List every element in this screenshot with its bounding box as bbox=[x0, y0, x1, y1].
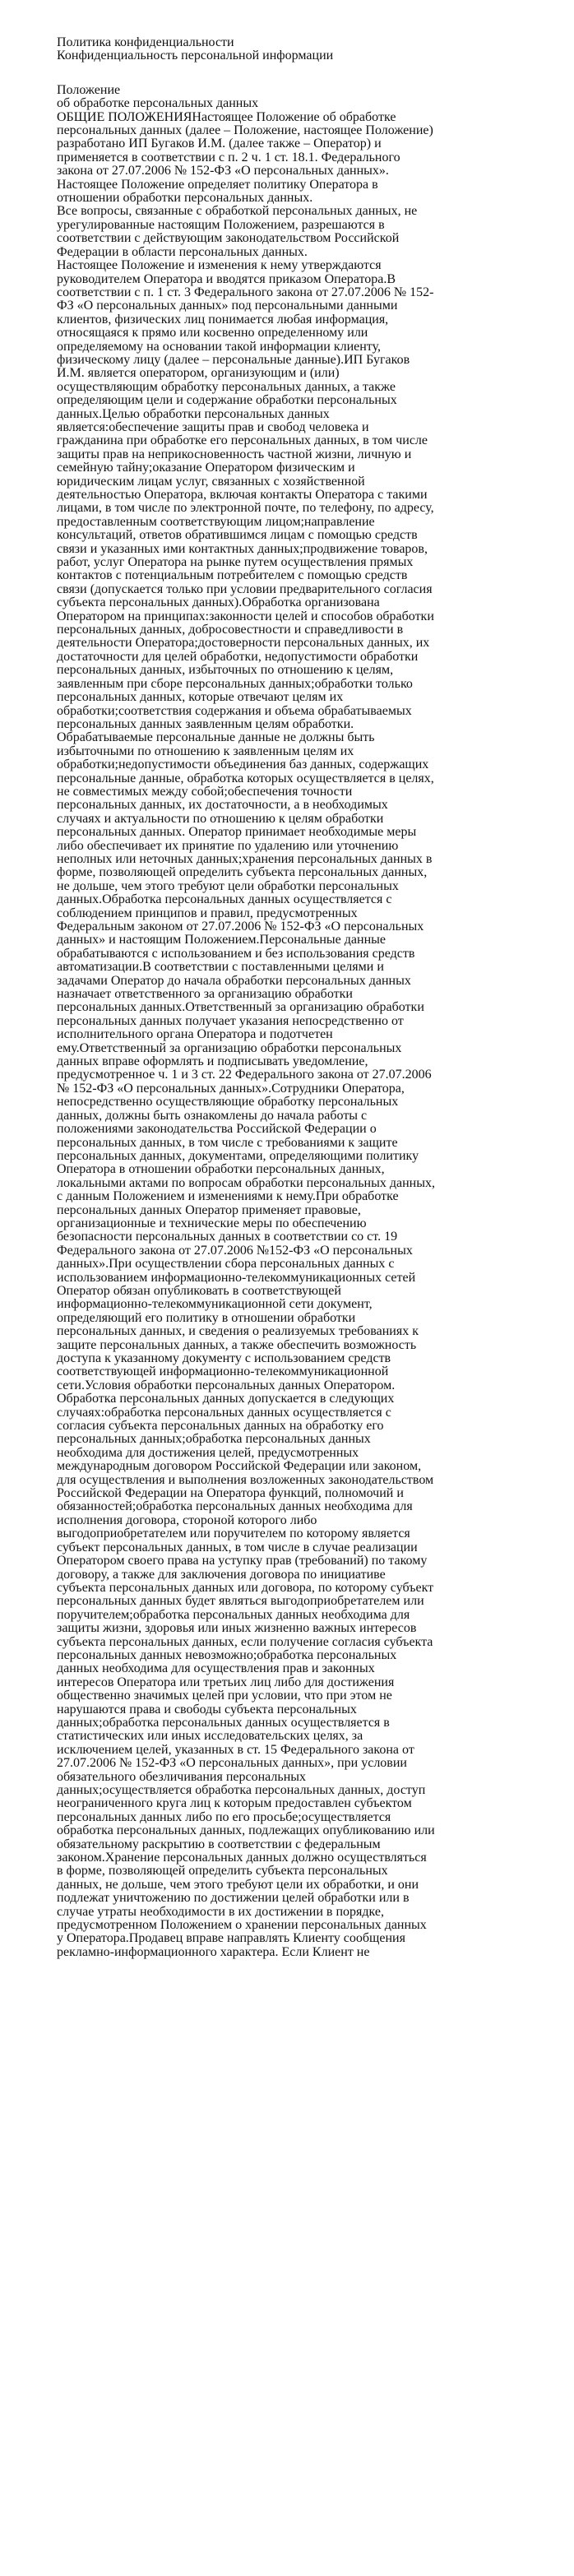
paragraph-main-body: Настоящее Положение и изменения к нему утверждаются руководителем Оператора и вводятся приказом Оператора.В соответствии с п. 1 ст. 3 Федерального закона от 27.07.2006 № 152-ФЗ «О персональных данных» под персональными данными клиентов, физических лиц понимается любая информация, относящаяся к прямо или косвенно определенному или определяемому на основании такой информации клиенту, физическому лицу (далее – персональные данные).ИП Бугаков И.М. является оператором, организующим и (или) осуществляющим обработку персональных данных, а также определяющим цели и содержание обработки персональных данных.Целью обработки персональных данных является:обеспечение защиты прав и свобод человека и гражданина при обработке его персональных данных, в том числе защиты прав на неприкосновенность частной жизни, личную и семейную тайну;оказание Оператором физическим и юридическим лицам услуг, связанных с хозяйственной деятельностью Оператора, включая контакты Оператора с такими лицами, в том числе по электронной почте, по телефону, по адресу, предоставленным соответствующим лицом;направление консультаций, ответов обратившимся лицам с помощью средств связи и указанных ими контактных данных;продвижение товаров, работ, услуг Оператора на рынке путем осуществления прямых контактов с потенциальным потребителем с помощью средств связи (допускается только при условии предварительного согласия субъекта персональных данных).Обработка организована Оператором на принципах:законности целей и способов обработки персональных данных, добросовестности и справедливости в деятельности Оператора;достоверности персональных данных, их достаточности для целей обработки, недопустимости обработки персональных данных, избыточных по отношению к целям, заявленным при сборе персональных данных;обработки только персональных данных, которые отвечают целям их обработки;соответствия содержания и объема обрабатываемых персональных данных заявленным целям обработки. Обрабатываемые персональные данные не должны быть избыточными по отношению к заявленным целям их обработки;недопустимости объединения баз данных, содержащих персональные данные, обработка которых осуществляется в целях, не совместимых между собой;обеспечения точности персональных данных, их достаточности, а в необходимых случаях и актуальности по отношению к целям обработки персональных данных. Оператор принимает необходимые меры либо обеспечивает их принятие по удалению или уточнению неполных или неточных данных;хранения персональных данных в форме, позволяющей определить субъекта персональных данных, не дольше, чем этого требуют цели обработки персональных данных.Обработка персональных данных осуществляется с соблюдением принципов и правил, предусмотренных Федеральным законом от 27.07.2006 № 152-ФЗ «О персональных данных» и настоящим Положением.Персональные данные обрабатываются с использованием и без использования средств автоматизации.В соответствии с поставленными целями и задачами Оператор до начала обработки персональных данных назначает ответственного за организацию обработки персональных данных.Ответственный за организацию обработки персональных данных получает указания непосредственно от исполнительного органа Оператора и подотчетен ему.Ответственный за организацию обработки персональных данных вправе оформлять и подписывать уведомление, предусмотренное ч. 1 и 3 ст. 22 Федерального закона от 27.07.2006 № 152-ФЗ «О персональных данных».Сотрудники Оператора, непосредственно осуществляющие обработку персональных данных, должны быть ознакомлены до начала работы с положениями законодательства Российской Федерации о персональных данных, в том числе с требованиями к защите персональных данных, документами, определяющими политику Оператора в отношении обработки персональных данных, локальными актами по вопросам обработки персональных данных, с данным Положением и изменениями к нему.При обработке персональных данных Оператор применяет правовые, организационные и технические меры по обеспечению безопасности персональных данных в соответствии со ст. 19 Федерального закона от 27.07.2006 №152-ФЗ «О персональных данных».При осуществлении сбора персональных данных с использованием информационно-телекоммуникационных сетей Оператор обязан опубликовать в соответствующей информационно-телекоммуникационной сети документ, определяющий его политику в отношении обработки персональных данных, и сведения о реализуемых требованиях к защите персональных данных, а также обеспечить возможность доступа к указанному документу с использованием средств соответствующей информационно-телекоммуникационной сети.Условия обработки персональных данных Оператором. Обработка персональных данных допускается в следующих случаях:обработка персональных данных осуществляется с согласия субъекта персональных данных на обработку его персональных данных;обработка персональных данных необходима для достижения целей, предусмотренных международным договором Российской Федерации или законом, для осуществления и выполнения возложенных законодательством Российской Федерации на Оператора функций, полномочий и обязанностей;обработка персональных данных необходима для исполнения договора, стороной которого либо выгодоприобретателем или поручителем по которому является субъект персональных данных, в том числе в случае реализации Оператором своего права на уступку прав (требований) по такому договору, а также для заключения договора по инициативе субъекта персональных данных или договора, по которому субъект персональных данных будет являться выгодоприобретателем или поручителем;обработка персональных данных необходима для защиты жизни, здоровья или иных жизненно важных интересов субъекта персональных данных, если получение согласия субъекта персональных данных невозможно;обработка персональных данных необходима для осуществления прав и законных интересов Оператора или третьих лиц либо для достижения общественно значимых целей при условии, что при этом не нарушаются права и свободы субъекта персональных данных;обработка персональных данных осуществляется в статистических или иных исследовательских целях, за исключением целей, указанных в ст. 15 Федерального закона от 27.07.2006 № 152-ФЗ «О персональных данных», при условии обязательного обезличивания персональных данных;осуществляется обработка персональных данных, доступ неограниченного круга лиц к которым предоставлен субъектом персональных данных либо по его просьбе;осуществляется обработка персональных данных, подлежащих опубликованию или обязательному раскрытию в соответствии с федеральным законом.Хранение персональных данных должно осуществляться в форме, позволяющей определить субъекта персональных данных, не дольше, чем этого требуют цели их обработки, и они подлежат уничтожению по достижении целей обработки или в случае утраты необходимости в их достижении в порядке, предусмотренном Положением о хранении персональных данных у Оператора.Продавец вправе направлять Клиенту сообщения рекламно-информационного характера. Если Клиент не bbox=[57, 258, 435, 1959]
document-heading: Положение bbox=[57, 82, 121, 97]
page-title: Политика конфиденциальности bbox=[57, 35, 234, 49]
spacer bbox=[57, 63, 435, 84]
paragraph-general-provisions: ОБЩИЕ ПОЛОЖЕНИЯНастоящее Положение об обработке персональных данных (далее – Положение, настоящее Положение) разработано ИП Бугаков И.М. (далее также – Оператор) и применяется в соответствии с п. 2 ч. 1 ст. 18.1. Федерального закона от 27.07.2006 № 152-ФЗ «О персональных данных». bbox=[57, 109, 433, 178]
document-subheading: об обработке персональных данных bbox=[57, 96, 259, 111]
paragraph-legislation: Все вопросы, связанные с обработкой персональных данных, не урегулированные настоящим Положением, разрешаются в соответствии с действующим законодательством Российской Федерации в области персональных данных. bbox=[57, 204, 418, 259]
page-subtitle: Конфиденциальность персональной информации bbox=[57, 49, 334, 63]
document-body bbox=[57, 36, 435, 1959]
paragraph-policy-scope: Настоящее Положение определяет политику Оператора в отношении обработки персональных данных. bbox=[57, 177, 378, 206]
